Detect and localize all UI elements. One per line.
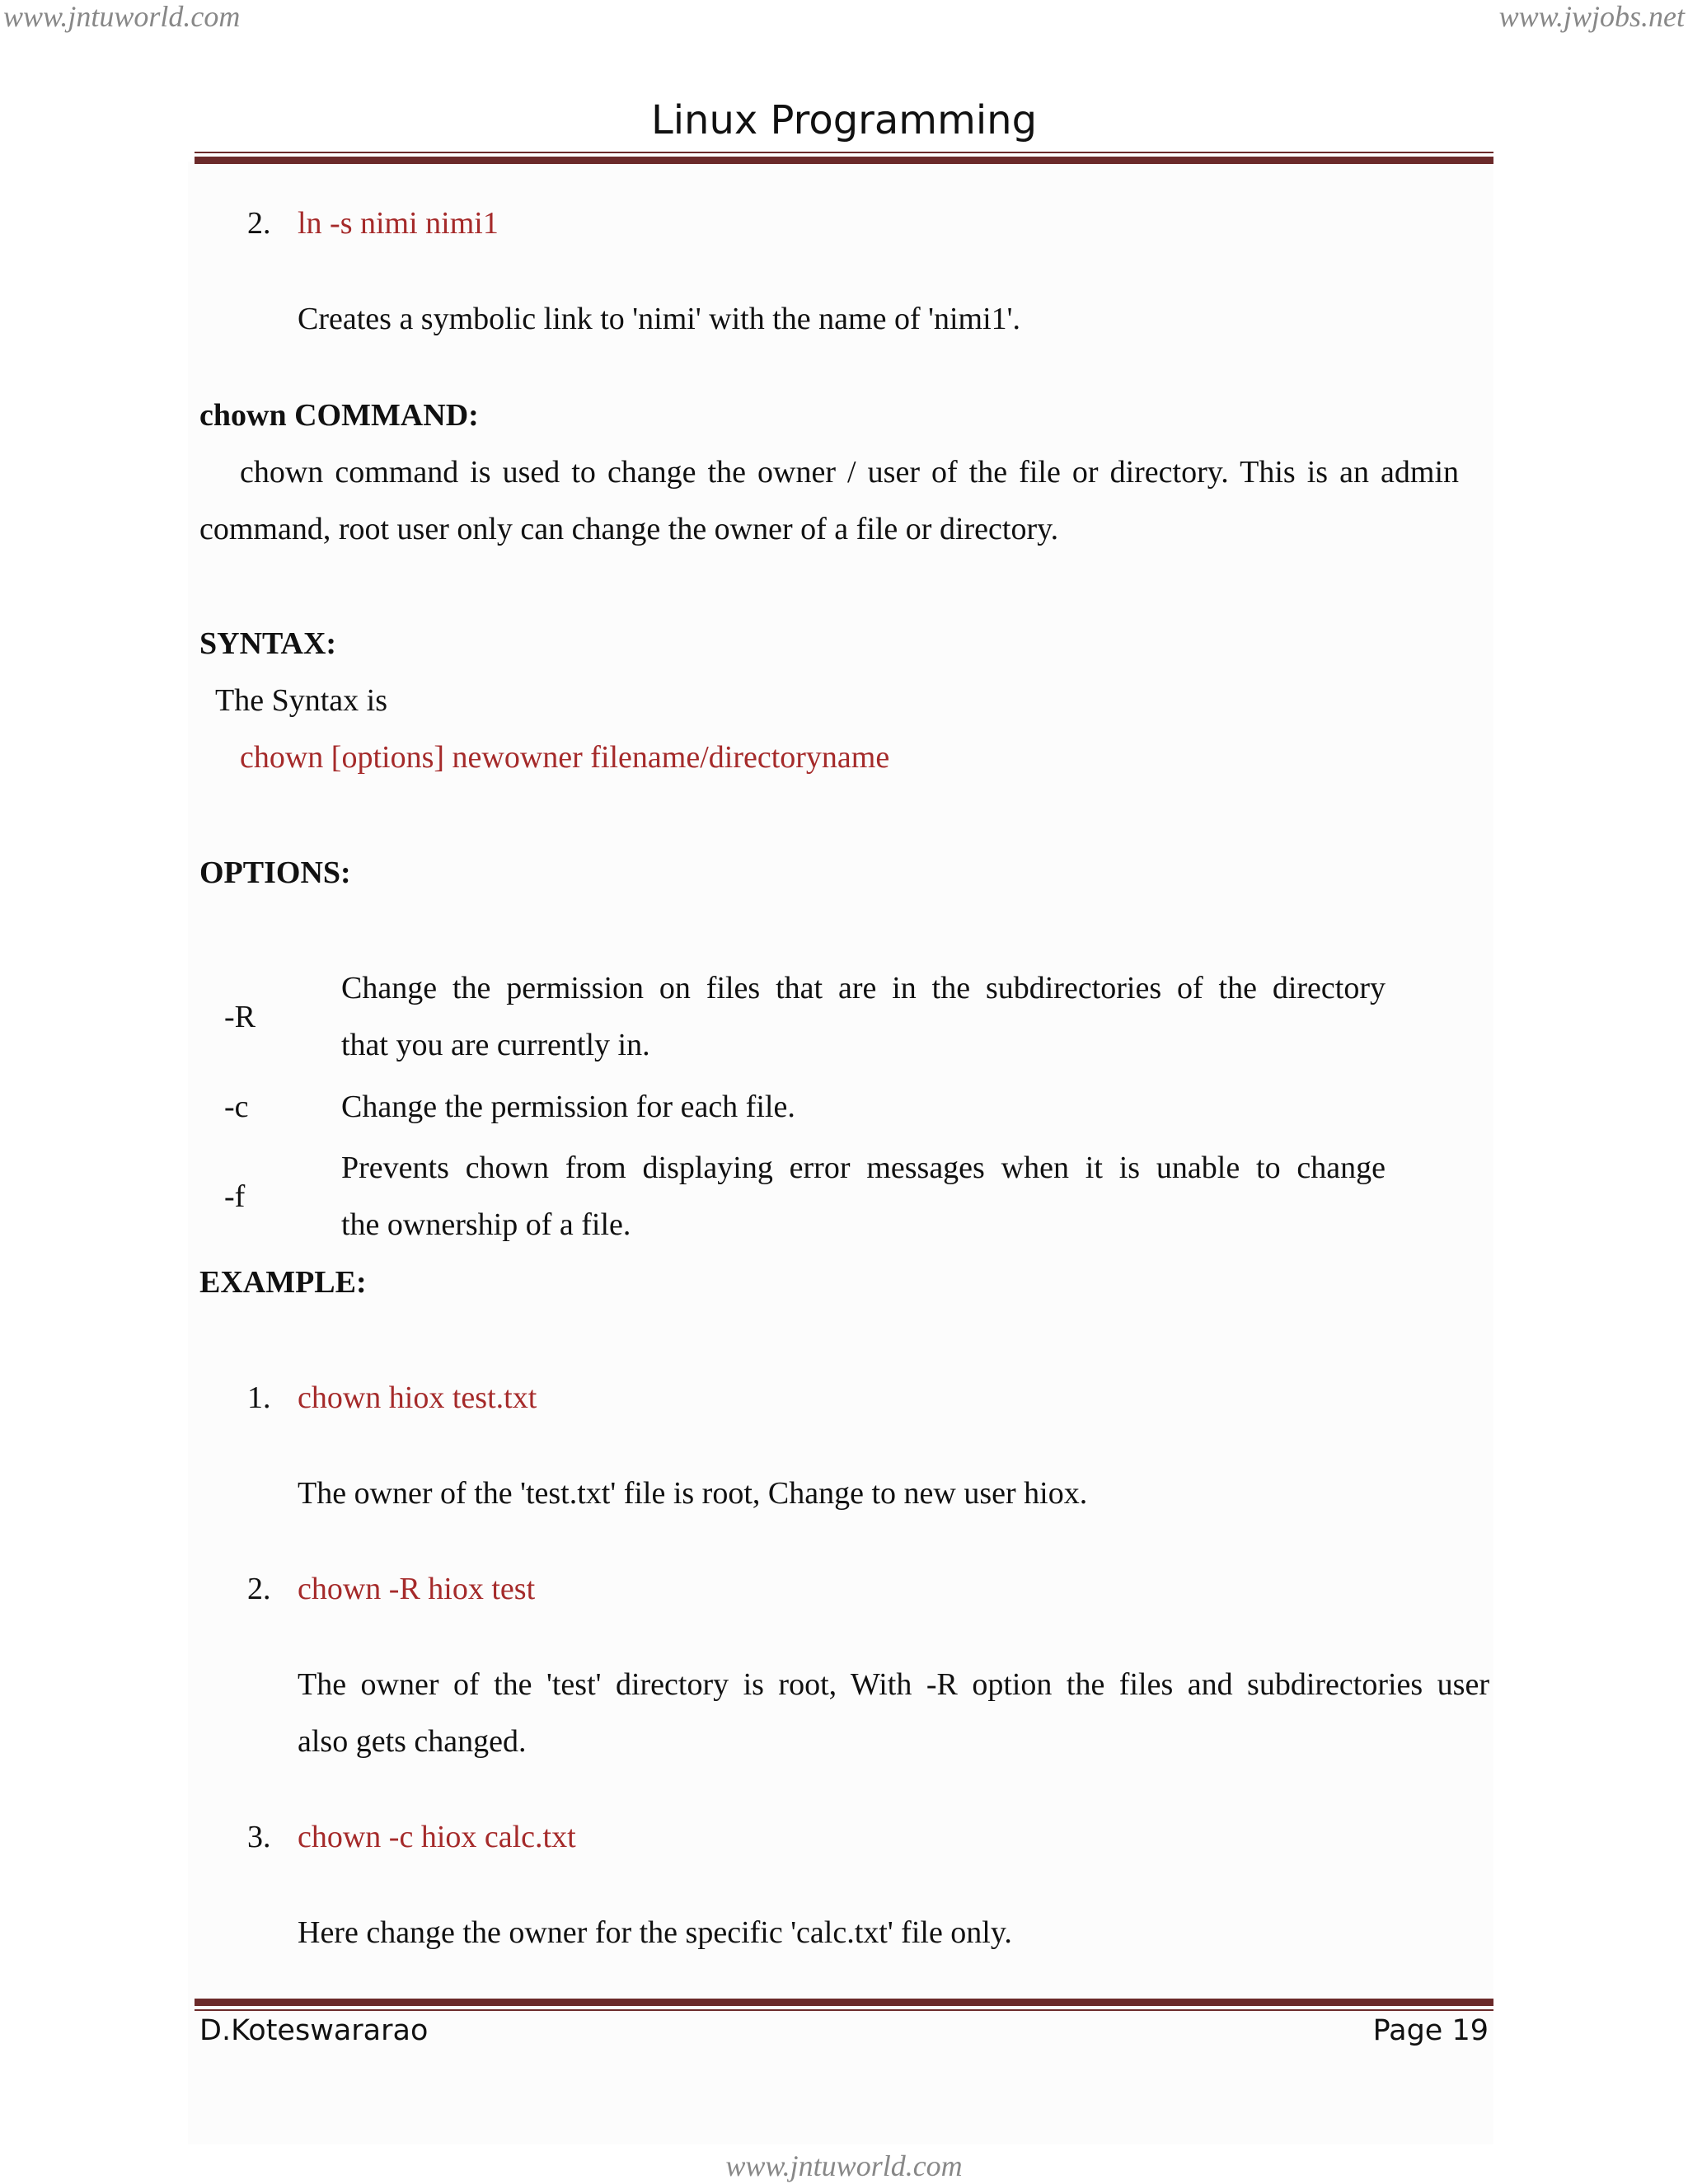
example-command: chown -R hiox test	[298, 1572, 536, 1606]
option-description-line1: Change the permission on files that are in the subdirectories of the directory	[341, 971, 1386, 1005]
header-rule-thick	[195, 157, 1493, 164]
example-command: chown -c hiox calc.txt	[298, 1820, 576, 1854]
example-number: 2.	[247, 1572, 271, 1606]
option-description-line2: the ownership of a file.	[341, 1207, 631, 1242]
ln-example-command: ln -s nimi nimi1	[298, 206, 499, 241]
ln-example-number: 2.	[247, 206, 271, 241]
chown-intro-line1: chown command is used to change the owner / user of the file or directory. This is an admin	[240, 455, 1459, 490]
syntax-command: chown [options] newowner filename/directoryname	[240, 740, 890, 775]
footer-page-number: Page 19	[1372, 2014, 1489, 2047]
ln-example-description: Creates a symbolic link to 'nimi' with the name of 'nimi1'.	[298, 302, 1020, 336]
footer-rule-thick	[195, 1999, 1493, 2006]
watermark-bottom: www.jntuworld.com	[725, 2149, 963, 2182]
example-command: chown hiox test.txt	[298, 1380, 537, 1415]
example-description-line2: also gets changed.	[298, 1724, 527, 1759]
chown-intro-line2: command, root user only can change the owner of a file or directory.	[199, 512, 1059, 546]
option-description-line2: that you are currently in.	[341, 1028, 650, 1062]
example-description-line1: Here change the owner for the specific 'calc.txt' file only.	[298, 1915, 1012, 1950]
chown-heading: chown COMMAND:	[199, 398, 479, 433]
header-rule-thin	[195, 152, 1493, 153]
syntax-heading: SYNTAX:	[199, 626, 337, 661]
option-flag: -c	[224, 1090, 249, 1124]
option-flag: -f	[224, 1179, 246, 1214]
option-description-line1: Change the permission for each file.	[341, 1090, 795, 1124]
syntax-intro: The Syntax is	[215, 683, 387, 718]
example-heading: EXAMPLE:	[199, 1265, 367, 1300]
watermark-top-right: www.jwjobs.net	[1498, 0, 1685, 33]
example-description-line1: The owner of the 'test' directory is root, With -R option the files and subdirectories user	[298, 1667, 1489, 1702]
example-number: 1.	[247, 1380, 271, 1415]
example-description-line1: The owner of the 'test.txt' file is root, Change to new user hiox.	[298, 1476, 1088, 1511]
example-number: 3.	[247, 1820, 271, 1854]
option-flag: -R	[224, 1000, 256, 1034]
footer-rule-thin	[195, 2009, 1493, 2011]
page-header-title: Linux Programming	[650, 97, 1038, 143]
option-description-line1: Prevents chown from displaying error messages when it is unable to change	[341, 1151, 1386, 1185]
options-heading: OPTIONS:	[199, 855, 351, 890]
watermark-top-left: www.jntuworld.com	[3, 0, 241, 33]
footer-author: D.Koteswararao	[199, 2014, 429, 2047]
